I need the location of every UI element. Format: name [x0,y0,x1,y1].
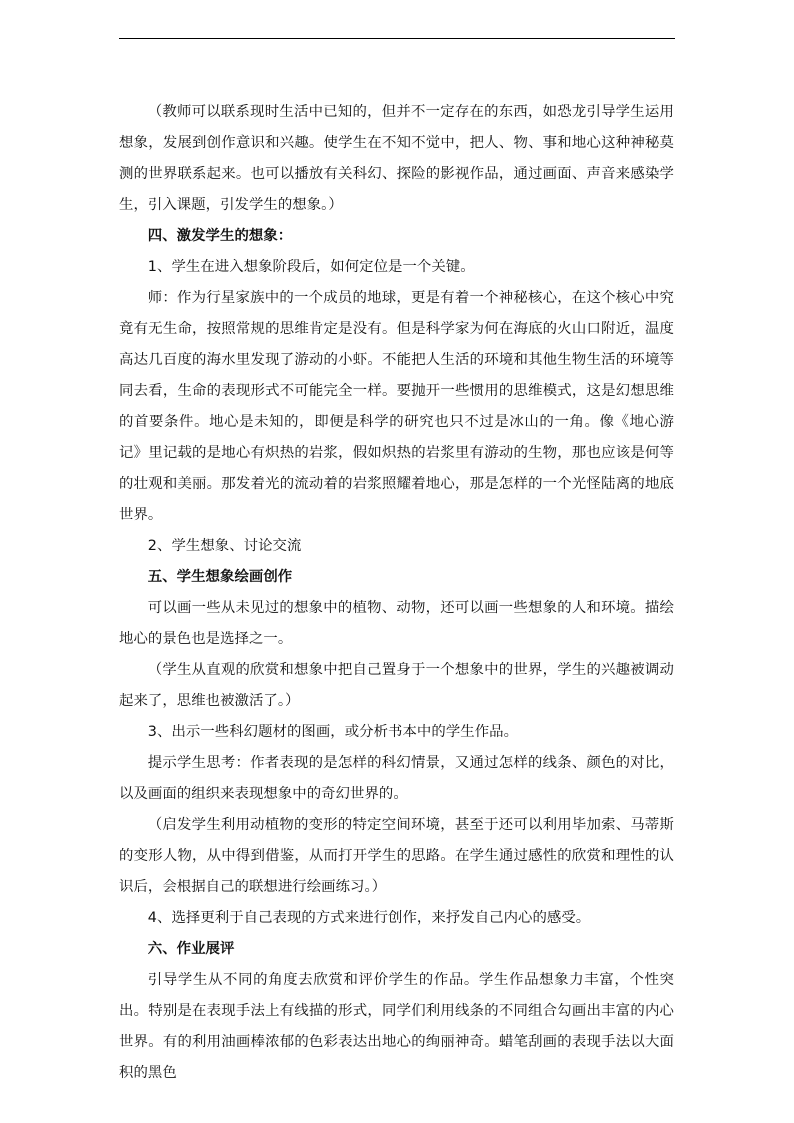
paragraph-interest-note: （学生从直观的欣赏和想象中把自己置身于一个想象中的世界，学生的兴趣被调动起来了，思维也被激活了。） [119,662,674,709]
paragraph-step-3: 3、出示一些科幻题材的图画，或分析书本中的学生作品。 [147,724,519,740]
heading-section-4: 四、激发学生的想象： [147,228,293,244]
paragraph-intro-note: （教师可以联系现时生活中已知的，但并不一定存在的东西，如恐龙引导学生运用想象，发展到创作意识和兴趣。使学生在不知不觉中，把人、物、事和地心这种神秘莫测的世界联系起来。也可以播放有关科幻、探险的影视作品，通过画面、声音来感染学生，引入课题，引发学生的想象。） [119,104,674,213]
paragraph-step-4: 4、选择更利于自己表现的方式来进行创作，来抒发自己内心的感受。 [147,910,591,926]
paragraph-drawing-options: 可以画一些从未见过的想象中的植物、动物，还可以画一些想象的人和环境。描绘地心的景色也是选择之一。 [119,600,674,647]
document-body [119,97,674,1089]
header-rule [119,38,675,39]
heading-section-5: 五、学生想象绘画创作 [147,569,293,585]
heading-section-6: 六、作业展评 [147,941,235,957]
paragraph-inspiration-note: （启发学生利用动植物的变形的特定空间环境，甚至于还可以利用毕加索、马蒂斯的变形人物，从中得到借鉴，从而打开学生的思路。在学生通过感性的欣赏和理性的认识后，会根据自己的联想进行绘画练习。） [119,817,674,895]
paragraph-evaluation: 引导学生从不同的角度去欣赏和评价学生的作品。学生作品想象力丰富，个性突出。特别是在表现手法上有线描的形式，同学们利用线条的不同组合勾画出丰富的内心世界。有的利用油画棒浓郁的色彩表达出地心的绚丽神奇。蜡笔刮画的表现手法以大面积的黑色 [119,972,674,1081]
paragraph-step-2: 2、学生想象、讨论交流 [147,538,302,554]
paragraph-thinking-prompt: 提示学生思考：作者表现的是怎样的科幻情景，又通过怎样的线条、颜色的对比，以及画面的组织来表现想象中的奇幻世界的。 [119,755,674,802]
paragraph-teacher-speech: 师：作为行星家族中的一个成员的地球，更是有着一个神秘核心，在这个核心中究竟有无生命，按照常规的思维肯定是没有。但是科学家为何在海底的火山口附近，温度高达几百度的海水里发现了游动的小虾。不能把人生活的环境和其他生物生活的环境等同去看，生命的表现形式不可能完全一样。要抛开一些惯用的思维模式，这是幻想思维的首要条件。地心是未知的，即便是科学的研究也只不过是冰山的一角。像《地心游记》里记载的是地心有炽热的岩浆，假如炽热的岩浆里有游动的生物，那也应该是何等的壮观和美丽。那发着光的流动着的岩浆照耀着地心，那是怎样的一个光怪陆离的地底世界。 [119,290,674,523]
paragraph-step-1: 1、学生在进入想象阶段后，如何定位是一个关键。 [147,259,475,275]
